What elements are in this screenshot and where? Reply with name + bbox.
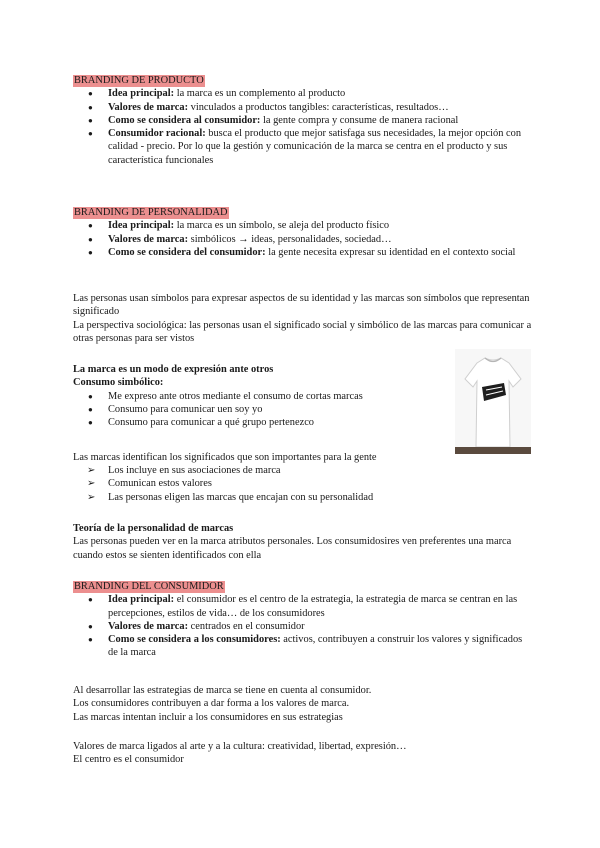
item-text: la marca es un símbolo, se aleja del producto físico: [174, 220, 390, 232]
list-item: [73, 87, 533, 100]
item-term: Idea principal:: [108, 220, 175, 232]
list-item: [73, 246, 533, 259]
section-heading: BRANDING DEL CONSUMIDOR: [74, 581, 224, 592]
list-item: [73, 219, 533, 232]
section-subtitle: Consumo simbólico:: [73, 377, 164, 389]
text-line: El centro es el consumidor: [73, 754, 184, 766]
list-item: [73, 620, 533, 633]
item-term: Valores de marca:: [108, 620, 189, 632]
item-term: Consumidor racional:: [108, 128, 206, 140]
section-expresion: [73, 363, 443, 429]
list-item: [73, 593, 533, 620]
text-line: Al desarrollar las estrategias de marca se tiene en cuenta al consumidor.: [73, 685, 372, 696]
item-text: busca el producto que mejor satisfaga sus necesidades, la mejor opción con calidad - precio. Por lo que la gestión y comunicación de la marca se centra en el producto y sus característica funcionales: [108, 128, 522, 166]
item-text: simbólicos → ideas, personalidades, sociedad…: [188, 233, 392, 245]
item-term: Como se considera al consumidor:: [108, 114, 261, 126]
list-item: ● Consumo para comunicar a qué grupo pertenezco: [73, 416, 443, 429]
paragraph-block: [73, 740, 533, 767]
paragraph: La perspectiva sociológica: las personas usan el significado social y simbólico de las marcas para comunicar a otras personas para ser vistos: [73, 320, 532, 345]
item-text: vinculados a productos tangibles: características, resultados…: [188, 101, 449, 113]
section-branding-producto: [73, 74, 533, 167]
item-text: activos, contribuyen a construir los valores y significados de la marca: [108, 634, 523, 659]
section-heading: BRANDING DE PRODUCTO: [74, 75, 204, 86]
paragraph: Las personas usan símbolos para expresar aspectos de su identidad y las marcas son símbolos que representan significado: [73, 293, 530, 318]
item-text: la marca es un complemento al producto: [174, 88, 346, 100]
tshirt-image: [455, 349, 531, 454]
item-term: Como se considera a los consumidores:: [108, 634, 281, 646]
item-text: la gente necesita expresar su identidad en el contexto social: [265, 246, 516, 258]
list-item: ➢ Comunican estos valores: [73, 477, 533, 490]
paragraph: Las marcas identifican los significados que son importantes para la gente: [73, 452, 377, 463]
list-item: ➢ Las personas eligen las marcas que encajan con su personalidad: [73, 491, 533, 504]
list-item: ➢ Los incluye en sus asociaciones de marca: [73, 464, 533, 477]
item-term: Idea principal:: [108, 88, 175, 100]
item-term: Como se considera del consumidor:: [108, 246, 266, 258]
paragraph-block: [73, 684, 533, 724]
arrow-list: [73, 464, 533, 504]
bullet-list: [73, 219, 533, 259]
list-item: ● Me expreso ante otros mediante el consumo de cortas marcas: [73, 390, 443, 403]
list-item: [73, 114, 533, 127]
list-item: [73, 633, 533, 660]
text-line: Las marcas intentan incluir a los consumidores en sus estrategias: [73, 711, 343, 723]
text-line: Valores de marca ligados al arte y a la cultura: creatividad, libertad, expresión…: [73, 741, 407, 752]
section-title: La marca es un modo de expresión ante otros: [73, 364, 274, 375]
item-term: Valores de marca:: [108, 101, 189, 113]
section-title: Teoría de la personalidad de marcas: [73, 523, 234, 534]
section-branding-consumidor: [73, 580, 533, 660]
item-term: Idea principal:: [108, 594, 175, 606]
list-item: [73, 101, 533, 114]
list-item: [73, 233, 533, 246]
paragraph: Las personas pueden ver en la marca atributos personales. Los consumidosires ven preferentes una marca cuando estos se sienten identificados con ella: [73, 536, 512, 561]
list-item: ● Consumo para comunicar uen soy yo: [73, 403, 443, 416]
section-branding-personalidad: [73, 206, 533, 259]
item-text: el consumidor es el centro de la estrategia, la estrategia de marca se centran en las percepciones, estilos de vida… de los consumidores: [108, 594, 518, 619]
bullet-list: [73, 87, 533, 167]
list-item: [73, 127, 533, 167]
section-heading: BRANDING DE PERSONALIDAD: [74, 207, 228, 218]
bullet-list: [73, 593, 533, 659]
text-line: Los consumidores contribuyen a dar forma a los valores de marca.: [73, 698, 350, 710]
item-text: centrados en el consumidor: [188, 620, 305, 632]
item-text: la gente compra y consume de manera racional: [260, 114, 459, 126]
section-teoria-personalidad: [73, 522, 533, 562]
item-term: Valores de marca:: [108, 233, 189, 245]
bullet-list: [73, 390, 443, 430]
